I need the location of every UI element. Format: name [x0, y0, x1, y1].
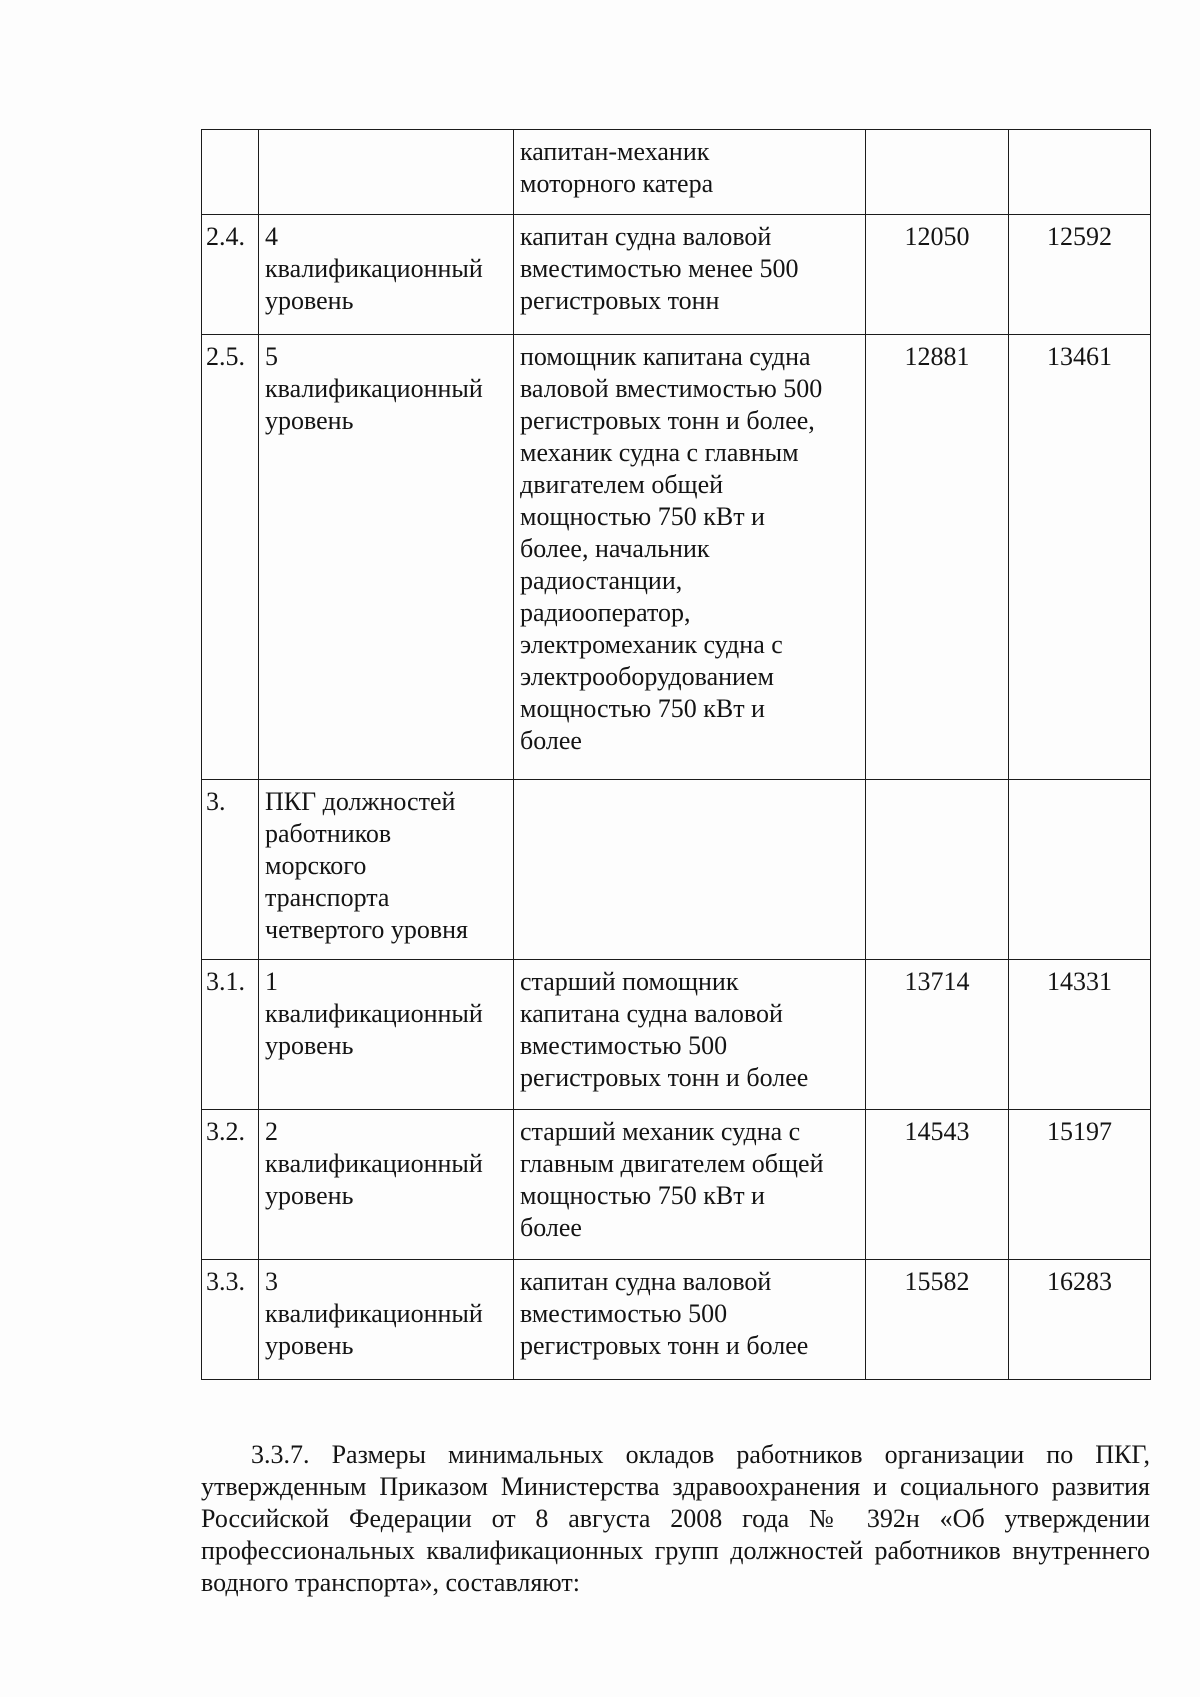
table-row: [202, 1260, 1151, 1380]
table-row: [202, 1110, 1151, 1260]
group-text: 4 квалификационный уровень: [265, 222, 483, 315]
position-list: [514, 215, 866, 335]
salary-2: 16283: [1009, 1260, 1151, 1380]
qualification-group: [259, 1260, 514, 1380]
salary-2: 13461: [1009, 335, 1151, 780]
position-text: старший помощник капитана судна валовой вместимостью 500 регистровых тонн и более: [520, 967, 809, 1092]
qualification-group: [259, 1110, 514, 1260]
position-list: [514, 1260, 866, 1380]
salary-2: 14331: [1009, 960, 1151, 1110]
salary-1: 13714: [866, 960, 1009, 1110]
row-number: 2.5.: [202, 335, 259, 780]
row-number: [202, 130, 259, 215]
salary-1: 12050: [866, 215, 1009, 335]
qualification-group: [259, 215, 514, 335]
table-row: [202, 960, 1151, 1110]
row-number: 2.4.: [202, 215, 259, 335]
position-list: [514, 335, 866, 780]
salary-2: [1009, 130, 1151, 215]
table-row: [202, 780, 1151, 960]
position-text: капитан судна валовой вместимостью менее 500 регистровых тонн: [520, 222, 799, 315]
salary-2: 15197: [1009, 1110, 1151, 1260]
qualification-group: [259, 780, 514, 960]
salary-2: [1009, 780, 1151, 960]
salary-1: 14543: [866, 1110, 1009, 1260]
group-text: 2 квалификационный уровень: [265, 1117, 483, 1210]
position-list: [514, 1110, 866, 1260]
position-list: [514, 960, 866, 1110]
group-text: ПКГ должностей работников морского транспорта четвертого уровня: [265, 787, 468, 944]
position-text: старший механик судна с главным двигателем общей мощностью 750 кВт и более: [520, 1117, 824, 1242]
row-number: 3.2.: [202, 1110, 259, 1260]
position-list: [514, 130, 866, 215]
row-number: 3.3.: [202, 1260, 259, 1380]
salary-table: [201, 129, 1151, 1380]
qualification-group: [259, 960, 514, 1110]
table-row: [202, 130, 1151, 215]
group-text: 5 квалификационный уровень: [265, 342, 483, 435]
clause-paragraph: 3.3.7. Размеры минимальных окладов работников организации по ПКГ, утвержденным Приказом Министерства здравоохранения и социального развития Российской Федерации от 8 августа 2008 года № 392н «Об утверждении профессиональных квалификационных групп должностей работников внутреннего водного транспорта», составляют:: [201, 1440, 1150, 1597]
salary-2: 12592: [1009, 215, 1151, 335]
group-text: 3 квалификационный уровень: [265, 1267, 483, 1360]
position-text: помощник капитана судна валовой вместимостью 500 регистровых тонн и более, механик судна с главным двигателем общей мощностью 750 кВт и более, начальник радиостанции, радиооператор, электромеханик судна с электрооборудованием мощностью 750 кВт и более: [520, 342, 823, 755]
group-text: 1 квалификационный уровень: [265, 967, 483, 1060]
table-row: [202, 335, 1151, 780]
qualification-group: [259, 130, 514, 215]
table-row: [202, 215, 1151, 335]
salary-1: [866, 780, 1009, 960]
position-text: капитан судна валовой вместимостью 500 регистровых тонн и более: [520, 1267, 809, 1360]
position-list: [514, 780, 866, 960]
position-text: капитан-механик моторного катера: [520, 137, 714, 198]
salary-1: [866, 130, 1009, 215]
salary-1: 15582: [866, 1260, 1009, 1380]
row-number: 3.: [202, 780, 259, 960]
row-number: 3.1.: [202, 960, 259, 1110]
qualification-group: [259, 335, 514, 780]
salary-1: 12881: [866, 335, 1009, 780]
